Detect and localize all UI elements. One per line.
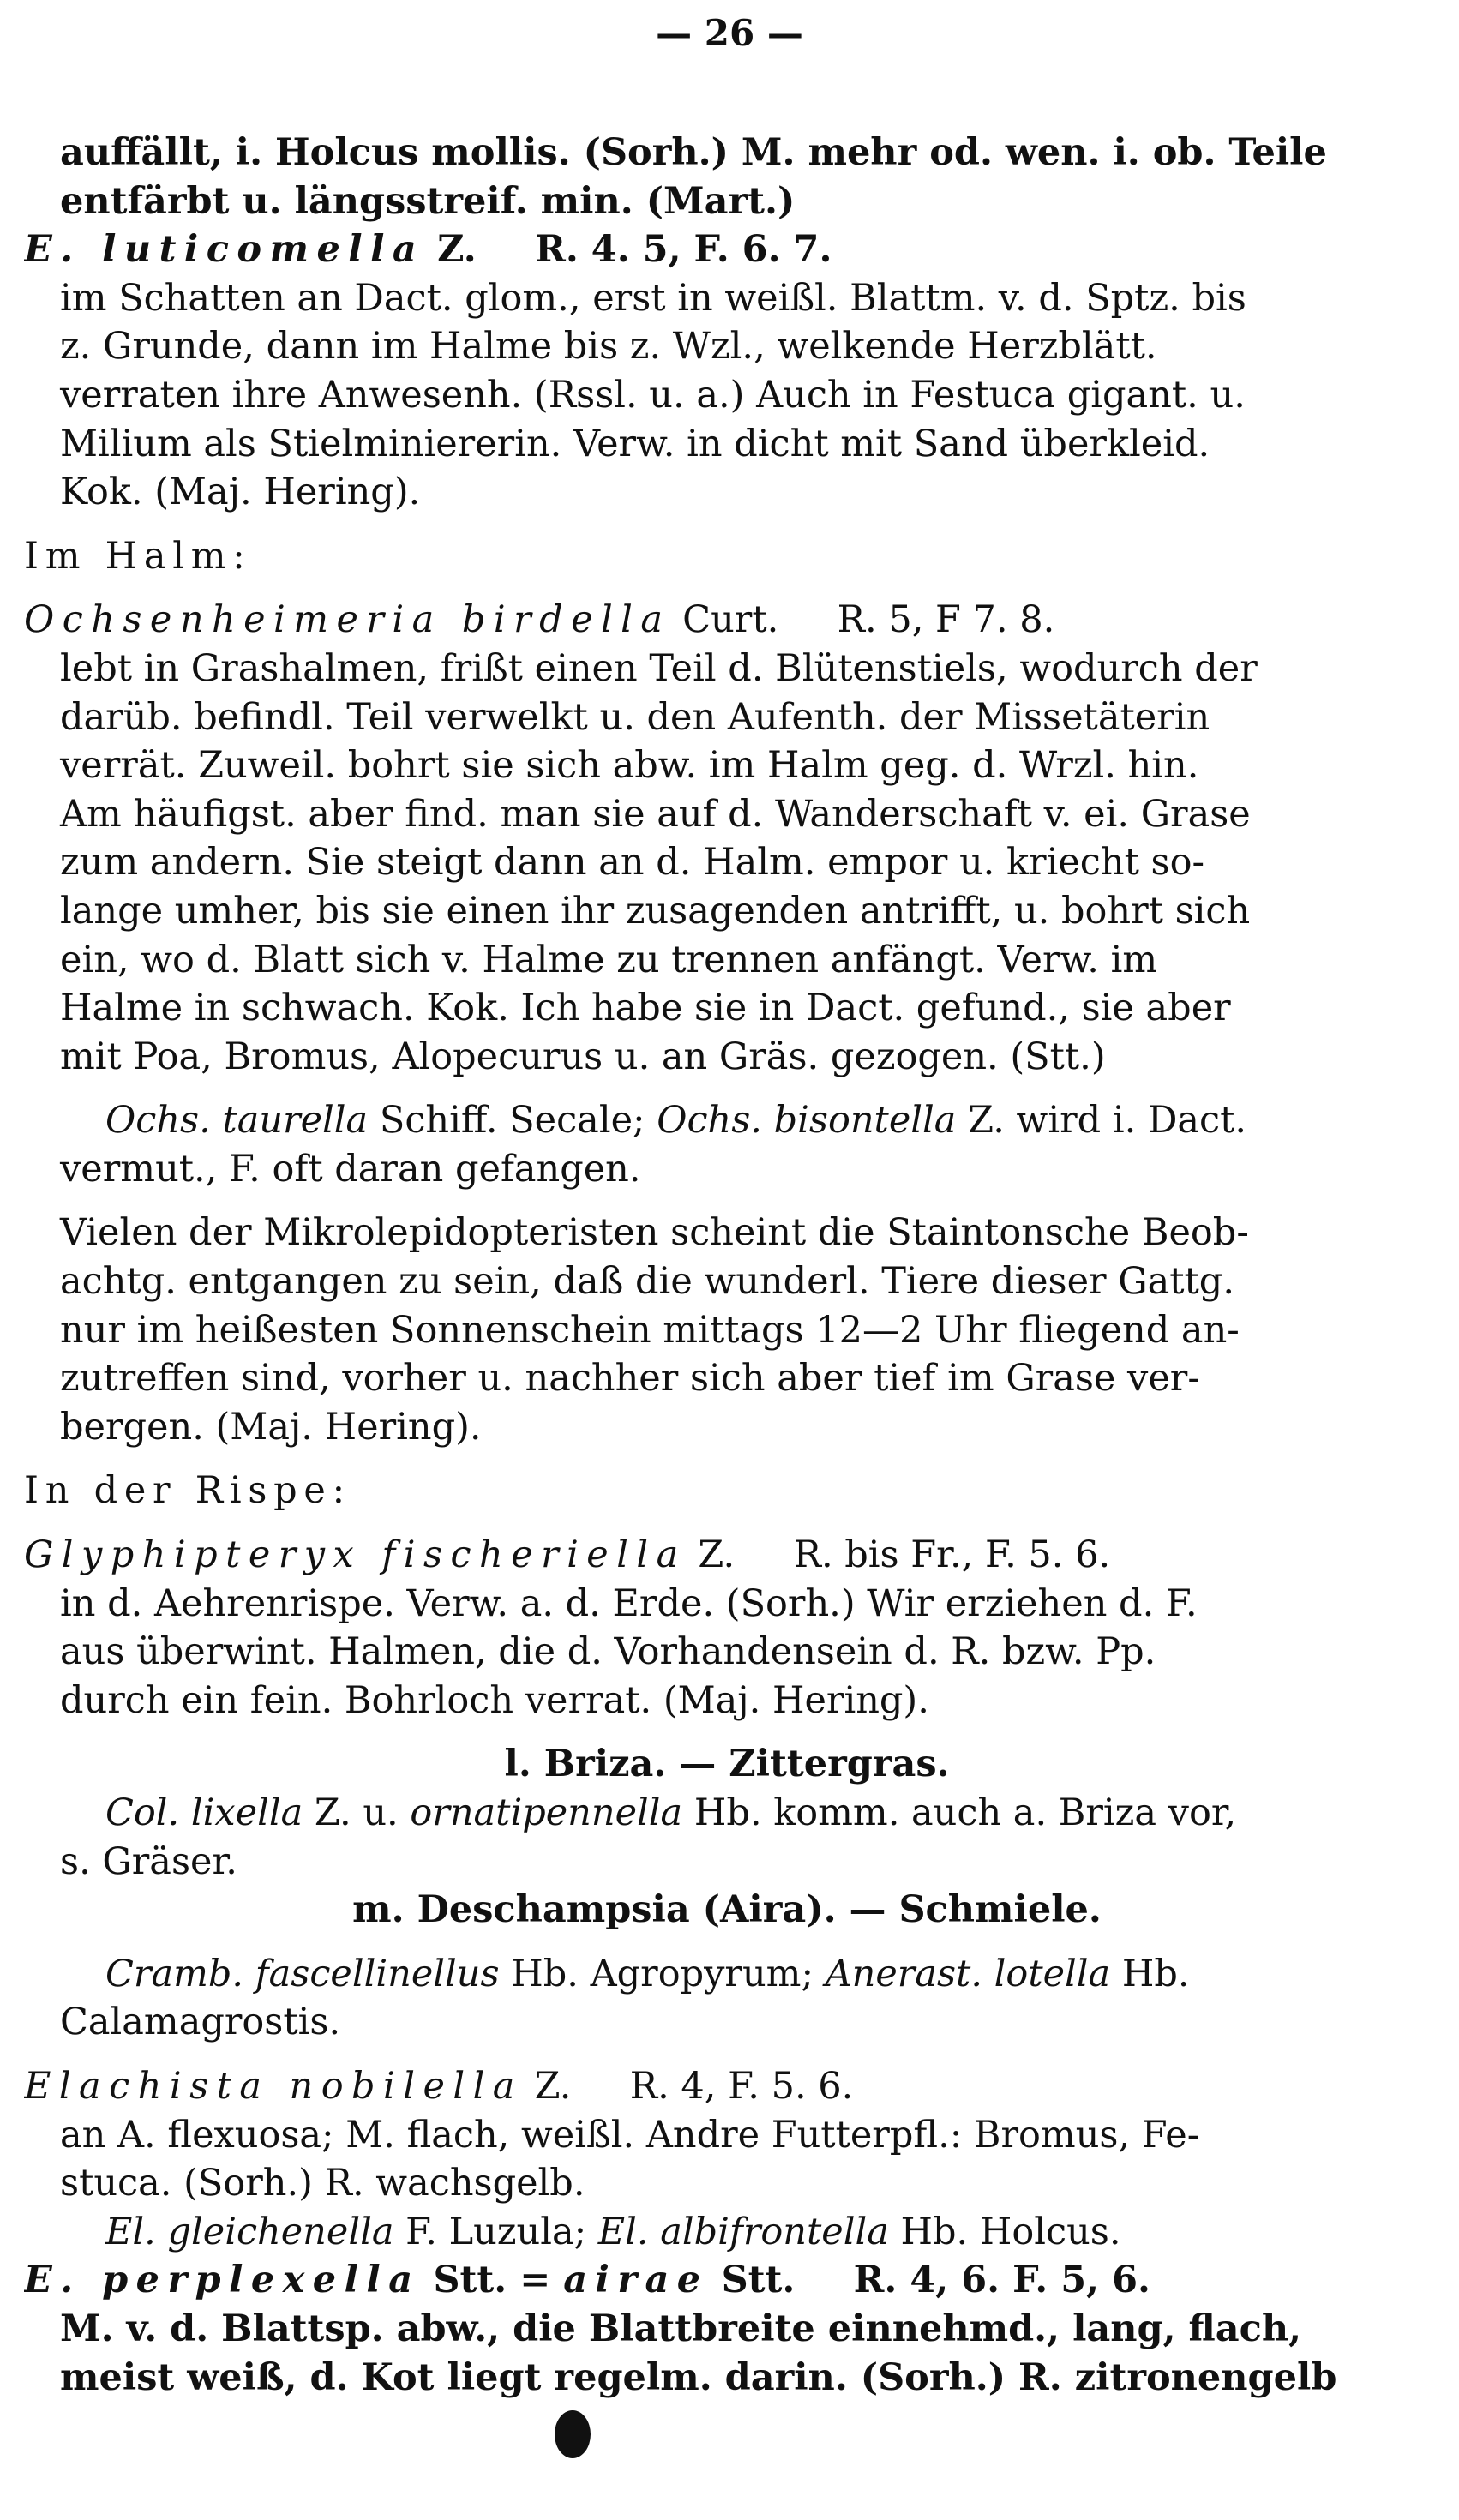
- text-line: meist weiß, d. Kot liegt regelm. darin. (Sorh.) R. zitronengelb: [60, 2355, 1337, 2399]
- text-line: Am häufigst. aber find. man sie auf d. Wanderschaft v. ei. Grase: [60, 792, 1251, 836]
- text-line: mit Poa, Bromus, Alopecurus u. an Gräs. gezogen. (Stt.): [60, 1035, 1106, 1078]
- species-name: Ochs. bisontella: [657, 1099, 957, 1143]
- text-line: auffällt, i. Holcus mollis. (Sorh.) M. mehr od. wen. i. ob. Teile: [60, 131, 1327, 174]
- text-line: durch ein fein. Bohrloch verrat. (Maj. Hering).: [60, 1678, 929, 1722]
- text-span: Z. wird i. Dact.: [956, 1099, 1247, 1143]
- note-line: [24, 1096, 1430, 1145]
- text-line: zutreffen sind, vorher u. nachher sich aber tief im Grase ver-: [60, 1357, 1200, 1401]
- species-name: El. albifrontella: [597, 2210, 889, 2253]
- text-span: F. Luzula;: [393, 2210, 598, 2253]
- species-author: Curt.: [670, 598, 779, 642]
- note-line: [24, 1950, 1430, 1999]
- text-line: achtg. entgangen zu sein, daß die wunderl. Tiere dieser Gattg.: [60, 1260, 1234, 1304]
- text-span: Hb. Agropyrum;: [499, 1952, 826, 1995]
- genus-heading-briza: l. Briza. — Zittergras.: [504, 1743, 950, 1786]
- species-author: Stt.: [708, 2259, 796, 2302]
- page-number: — 26 —: [656, 12, 803, 54]
- text-line: zum andern. Sie steigt dann an d. Halm. empor u. kriecht so-: [60, 841, 1205, 885]
- species-name: E. perplexella: [24, 2259, 421, 2302]
- genus-heading-deschampsia: m. Deschampsia (Aira). — Schmiele.: [352, 1888, 1102, 1932]
- text-line: M. v. d. Blattsp. abw., die Blattbreite einnehmd., lang, flach,: [60, 2307, 1302, 2350]
- text-line: stuca. (Sorh.) R. wachsgelb.: [60, 2162, 585, 2205]
- text-line: an A. flexuosa; M. flach, weißl. Andre Futterpfl.: Bromus, Fe-: [60, 2113, 1200, 2157]
- text-line: s. Gräser.: [60, 1839, 237, 1883]
- text-span: Z. u.: [303, 1791, 411, 1834]
- page-body: [24, 129, 1430, 2402]
- species-entry-luticomella: [24, 225, 1430, 274]
- text-line: verrät. Zuweil. bohrt sie sich abw. im Halm geg. d. Wrzl. hin.: [60, 744, 1199, 788]
- note-line: [24, 1789, 1430, 1838]
- text-span: Hb. komm. auch a. Briza vor,: [682, 1791, 1237, 1834]
- text-line: lebt in Grashalmen, frißt einen Teil d. Blütenstiels, wodurch der: [60, 646, 1258, 690]
- species-data: R. 4. 5, F. 6. 7.: [535, 228, 832, 272]
- text-span: Schiff. Secale;: [368, 1099, 657, 1143]
- species-name: Anerast. lotella: [825, 1952, 1111, 1995]
- species-entry-birdella: [24, 596, 1430, 645]
- text-line: Calamagrostis.: [60, 2001, 341, 2044]
- text-line: nur im heißesten Sonnenschein mittags 12—2 Uhr fliegend an-: [60, 1308, 1240, 1352]
- section-heading-in-der-rispe: In der Rispe:: [24, 1469, 351, 1513]
- species-name: Ochsenheimeria birdella: [24, 598, 671, 642]
- text-line: verraten ihre Anwesenh. (Rssl. u. a.) Auch in Festuca gigant. u.: [60, 373, 1246, 417]
- species-name: E. luticomella: [24, 228, 425, 272]
- species-name: Elachista nobilella: [24, 2064, 523, 2108]
- ink-blot-mark: [555, 2410, 591, 2458]
- note-line: [24, 2208, 1430, 2257]
- text-span: Hb. Holcus.: [888, 2210, 1121, 2253]
- species-data: R. 4, F. 5. 6.: [629, 2064, 854, 2108]
- text-line: vermut., F. oft daran gefangen.: [60, 1147, 641, 1191]
- species-author: Z.: [424, 228, 477, 272]
- text-line: entfärbt u. längsstreif. min. (Mart.): [60, 179, 796, 223]
- species-entry-nobilella: [24, 2062, 1430, 2111]
- species-entry-fischeriella: [24, 1531, 1430, 1580]
- text-line: darüb. befindl. Teil verwelkt u. den Aufenth. der Missetäterin: [60, 695, 1210, 739]
- species-synonym: airae: [563, 2259, 709, 2302]
- species-author: Z.: [686, 1533, 736, 1577]
- text-line: lange umher, bis sie einen ihr zusagenden antrifft, u. bohrt sich: [60, 889, 1251, 933]
- species-name: Ochs. taurella: [105, 1099, 369, 1143]
- species-author: Stt. =: [420, 2259, 564, 2302]
- text-line: z. Grunde, dann im Halme bis z. Wzl., welkende Herzblätt.: [60, 325, 1157, 369]
- text-line: Milium als Stielminiererin. Verw. in dicht mit Sand überkleid.: [60, 422, 1210, 465]
- text-span: Hb.: [1110, 1952, 1190, 1995]
- species-author: Z.: [522, 2064, 572, 2108]
- species-name: Glyphipteryx fischeriella: [24, 1533, 687, 1577]
- species-data: R. bis Fr., F. 5. 6.: [793, 1533, 1111, 1577]
- species-data: R. 5, F 7. 8.: [837, 598, 1055, 642]
- text-line: Kok. (Maj. Hering).: [60, 471, 421, 514]
- text-line: ein, wo d. Blatt sich v. Halme zu trennen anfängt. Verw. im: [60, 938, 1158, 981]
- text-line: Vielen der Mikrolepidopteristen scheint die Staintonsche Beob-: [60, 1211, 1249, 1255]
- species-entry-perplexella: [24, 2256, 1430, 2305]
- species-name: Cramb. fascellinellus: [105, 1952, 500, 1995]
- species-name: El. gleichenella: [105, 2210, 394, 2253]
- species-name: Col. lixella: [105, 1791, 303, 1834]
- text-line: bergen. (Maj. Hering).: [60, 1405, 482, 1449]
- species-data: R. 4, 6. F. 5, 6.: [853, 2259, 1150, 2302]
- text-line: im Schatten an Dact. glom., erst in weißl. Blattm. v. d. Sptz. bis: [60, 276, 1246, 320]
- text-line: aus überwint. Halmen, die d. Vorhandensein d. R. bzw. Pp.: [60, 1630, 1156, 1674]
- text-line: Halme in schwach. Kok. Ich habe sie in Dact. gefund., sie aber: [60, 987, 1231, 1030]
- text-line: in d. Aehrenrispe. Verw. a. d. Erde. (Sorh.) Wir erziehen d. F.: [60, 1581, 1198, 1625]
- section-heading-im-halm: Im Halm:: [24, 534, 252, 578]
- species-name: ornatipennella: [410, 1791, 683, 1834]
